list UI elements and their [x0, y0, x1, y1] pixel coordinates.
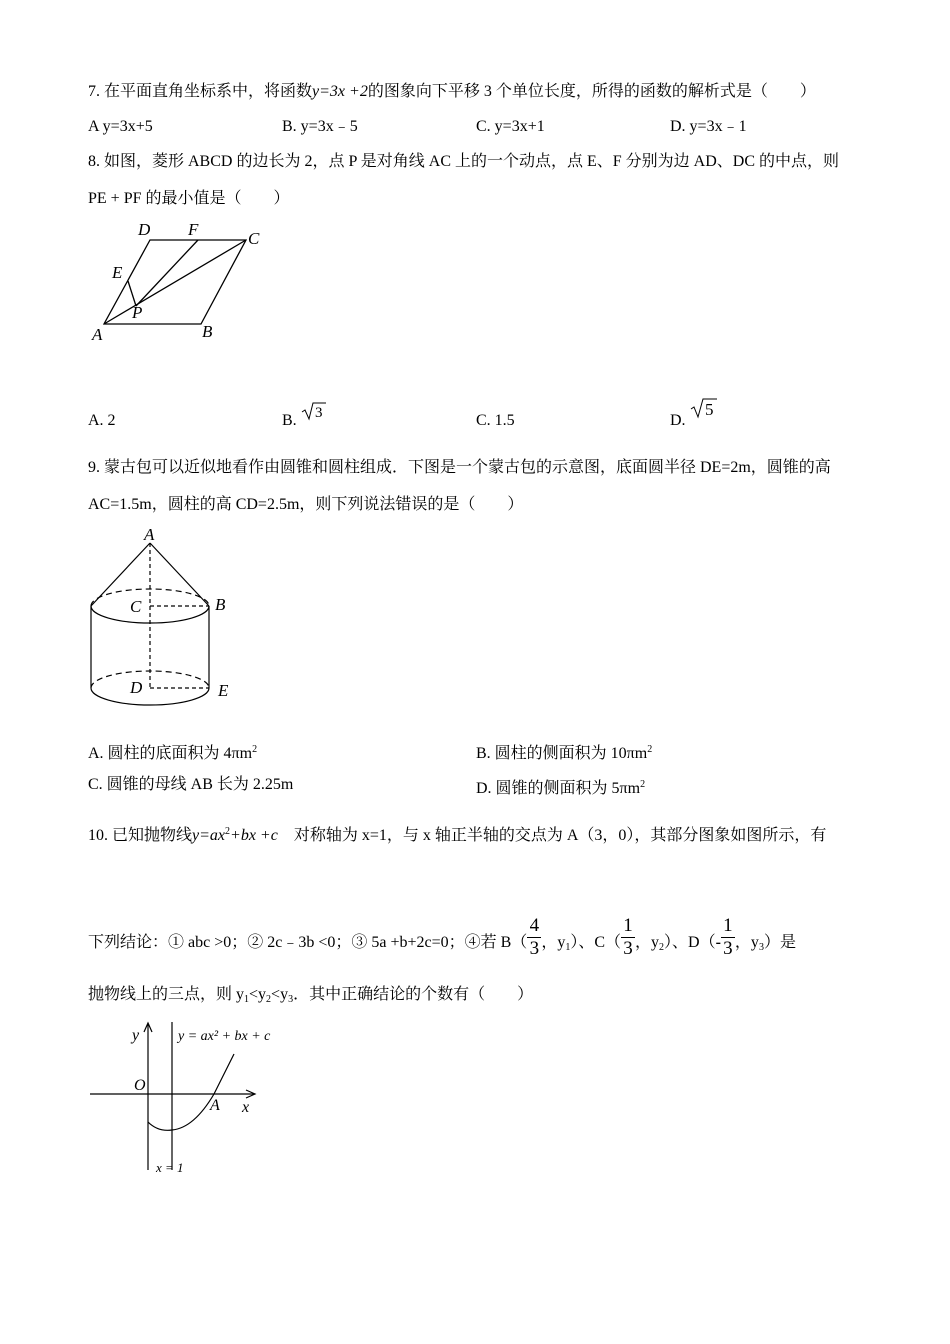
q8-stem-line1: 8. 如图，菱形 ABCD 的边长为 2，点 P 是对角线 AC 上的一个动点，点 E、F 分别为边 AD、DC 的中点，则 — [88, 153, 839, 170]
q7-option-b[interactable]: B. y=3x﹣5 — [282, 118, 358, 135]
q10-parabola-figure — [88, 1018, 288, 1178]
label-d: D — [130, 678, 143, 697]
sqrt5-radical — [690, 397, 718, 419]
parabola-equation: y = ax² + bx + c — [178, 1029, 271, 1044]
svg-text:5: 5 — [705, 400, 714, 419]
q8-rhombus-figure — [90, 218, 270, 343]
label-a: A — [92, 325, 103, 344]
fraction-1-3: $\frac{1}{3}$ — [621, 915, 635, 960]
axis-y-label: y — [132, 1027, 140, 1044]
fraction-neg-1-3: $\frac{1}{3}$ — [721, 915, 735, 960]
q7-option-c[interactable]: C. y=3x+1 — [476, 118, 545, 135]
sqrt3-radical — [301, 401, 327, 421]
label-a: A — [144, 525, 155, 544]
q9-yurt-figure — [88, 525, 248, 713]
q8-option-d[interactable]: D. — [670, 412, 686, 429]
q9-option-d[interactable]: D. 圆锥的侧面积为 $5\pi m^2$ — [476, 779, 646, 797]
label-e: E — [112, 263, 123, 282]
label-c: C — [130, 597, 142, 616]
q9-option-c[interactable]: C. 圆锥的母线 AB 长为 2.25m — [88, 776, 294, 793]
q7-option-d[interactable]: D. y=3x﹣1 — [670, 118, 747, 135]
q7-stem: 7. 在平面直角坐标系中，将函数y=3x +2的图象向下平移 3 个单位长度，所得的函数的解析式是（ ） — [88, 83, 816, 100]
q8-option-b[interactable]: B. — [282, 412, 297, 429]
label-p: P — [132, 303, 143, 322]
label-b: B — [202, 322, 213, 341]
fraction-4-3: $\frac{4}{3}$ — [527, 915, 541, 960]
label-d: D — [138, 220, 151, 239]
origin-label: O — [134, 1077, 146, 1094]
label-e: E — [218, 681, 229, 700]
label-c: C — [248, 229, 260, 248]
q10-stem-line1: 10. 已知抛物线$y=ax^2+bx +c$ 对称轴为 x=1，与 x 轴正半轴的交点为 A（3，0），其部分图象如图所示，有 — [88, 826, 827, 844]
axis-x-label: x — [242, 1099, 250, 1116]
q9-stem-line2: AC=1.5m，圆柱的高 CD=2.5m，则下列说法错误的是（ ） — [88, 496, 524, 513]
point-a-label: A — [210, 1097, 220, 1114]
label-f: F — [188, 220, 199, 239]
label-b: B — [215, 595, 226, 614]
q8-option-a[interactable]: A. 2 — [88, 412, 116, 429]
diagonal-ac — [104, 240, 246, 324]
q9-stem-line1: 9. 蒙古包可以近似地看作由圆锥和圆柱组成．下图是一个蒙古包的示意图，底面圆半径 DE=2m，圆锥的高 — [88, 459, 831, 476]
svg-text:3: 3 — [315, 405, 323, 421]
symmetry-axis-label: x = 1 — [156, 1160, 184, 1175]
q10-stem-line3: 抛物线上的三点，则 $y_1<y_2<y_3$．其中正确结论的个数有（ ） — [88, 986, 534, 1005]
q10-stem-line2: 下列结论：① abc >0；② 2c﹣3b <0；③ 5a +b+2c=0；④若 B（ $\frac{4}{3}$ ，$y_1$）、C（ $\frac{1}{3}$ ，$y_2$）、D（- $\frac{1}{3}$ ，$y_3$）是 — [88, 915, 796, 959]
q9-option-a[interactable]: A. 圆柱的底面积为 $4\pi m^2$ — [88, 744, 258, 762]
q8-option-c[interactable]: C. 1.5 — [476, 412, 515, 429]
q8-stem-line2: PE + PF 的最小值是（ ） — [88, 190, 290, 207]
q9-option-b[interactable]: B. 圆柱的侧面积为 $10\pi m^2$ — [476, 744, 653, 762]
q7-option-a[interactable]: A y=3x+5 — [88, 118, 153, 135]
